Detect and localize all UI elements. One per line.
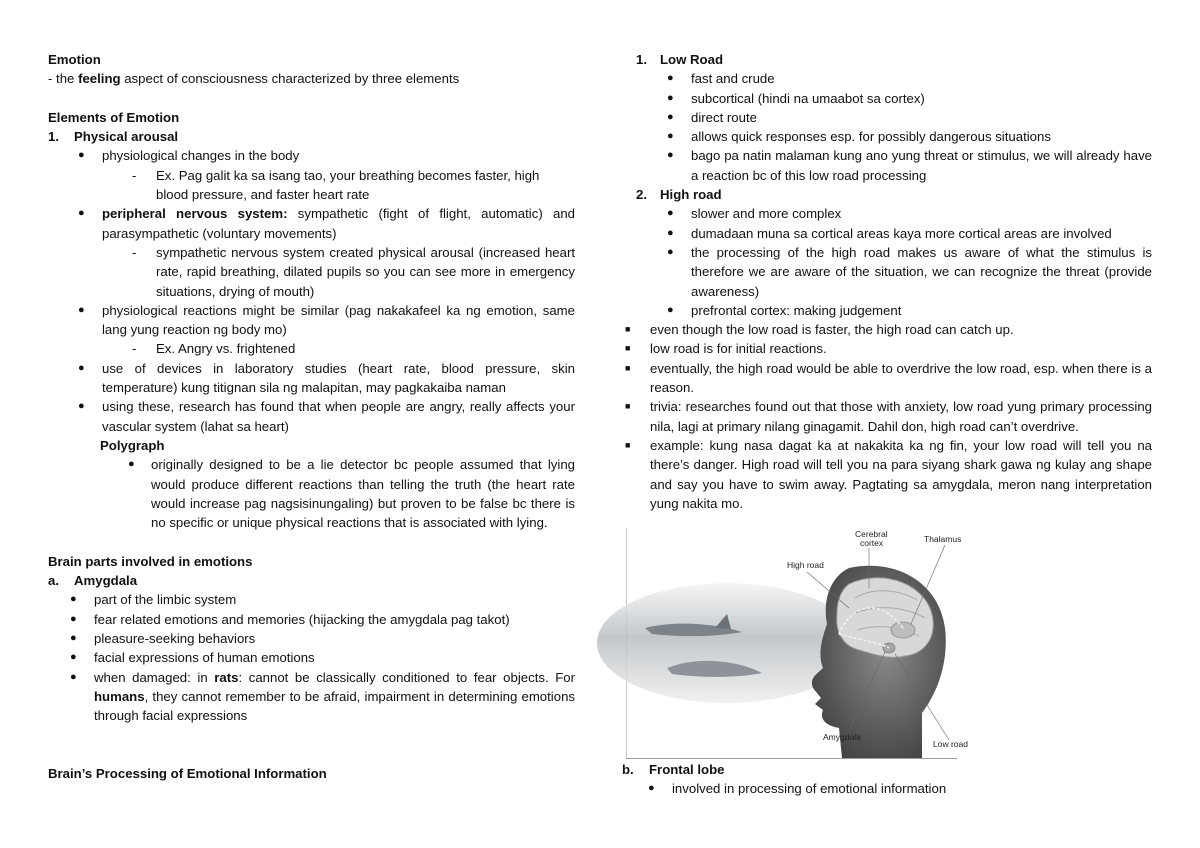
sub-item [48,166,575,205]
list-item [48,610,575,629]
emotion-definition [48,69,575,88]
bullet-icon: ● [667,72,674,85]
def-rest: aspect of consciousness characterized by three elements [120,71,460,87]
item-label: Low Road [660,52,724,67]
amygdala-label: Amygdala [823,732,861,742]
item-label: Frontal lobe [649,762,725,777]
def-bold: feeling [78,71,121,87]
item-letter: a. [48,573,59,589]
bold-term: peripheral nervous system: [102,206,288,222]
bullet-text: even though the low road is faster, the high road can catch up. [650,322,1014,338]
low-road-label: Low road [933,739,968,749]
item-frontal-lobe [622,760,1152,779]
bullet-text: dumadaan muna sa cortical areas kaya more cortical areas are involved [691,225,1112,241]
def-prefix: - the [48,71,79,87]
square-bullet-icon: ■ [625,343,631,354]
bullet-text: subcortical (hindi na umaabot sa cortex) [691,90,925,106]
list-item [622,243,1152,301]
bullet-text: fear related emotions and memories (hijacking the amygdala pag takot) [94,611,510,627]
emotion-title: Emotion [48,52,101,67]
list-item [622,108,1152,127]
thalamus-shape [891,622,915,638]
bullet-text: using these, research has found that when people are angry, really affects your vascular system (lahat sa heart) [102,399,575,434]
bullet-text [94,668,575,726]
list-item [622,146,1152,185]
text-part: , they cannot remember to be afraid, impairment in determining emotions through facial expressions [94,688,575,724]
bullet-text: originally designed to be a lie detector bc people assumed that lying would produce different reactions than telling the truth (the heart rate would increase pag nagsisinungaling) but proven to be false bc there is no specific or unique physical reactions that is associated with lying. [151,457,575,531]
list-item [48,648,575,667]
brain-pathway-figure [626,528,968,759]
right-column [622,50,1152,513]
bold-term: humans [94,688,145,704]
bullet-text: fast and crude [691,71,775,87]
item-physical-arousal [48,127,575,146]
bullet-text: physiological reactions might be similar (pag nakakafeel ka ng emotion, same lang yung reaction ng body mo) [102,302,575,338]
item-label: Physical arousal [74,129,179,145]
bullet-icon: ● [667,130,674,143]
bullet-text [102,204,575,243]
dash-marker: - [132,341,137,357]
list-item [622,127,1152,146]
text-part: when damaged: in [94,669,215,685]
item-number: 1. [48,129,59,145]
brain-illustration [627,528,968,758]
bullet-icon: ● [70,631,77,644]
list-item [48,455,575,532]
square-bullet-icon: ■ [625,362,631,373]
bullet-text: facial expressions of human emotions [94,650,315,666]
list-item [622,89,1152,108]
item-low-road [622,50,1152,69]
bullet-icon: ● [70,593,77,606]
bullet-text: physiological changes in the body [102,148,300,164]
bullet-icon: ● [667,91,674,104]
sub-text: Ex. Pag galit ka sa isang tao, your breathing becomes faster, high blood pressure, and faster heart rate [156,167,540,203]
bullet-text: eventually, the high road would be able to overdrive the low road, esp. when there is a reason. [650,360,1152,396]
bullet-text: use of devices in laboratory studies (heart rate, blood pressure, skin temperature) kung titignan sila ng malapitan, may pagkakaiba naman [102,360,575,396]
bullet-text: part of the limbic system [94,592,237,608]
dash-marker: - [132,167,137,183]
sub-item [48,243,575,301]
list-item [622,301,1152,320]
processing-heading: Brain’s Processing of Emotional Information [48,765,327,781]
list-item [48,146,575,165]
bullet-icon: ● [78,207,85,220]
item-label: Amygdala [74,573,138,589]
sub-item [48,339,575,358]
brain-parts-heading: Brain parts involved in emotions [48,553,253,569]
bullet-text: direct route [691,109,757,125]
bullet-icon: ● [78,149,85,162]
bullet-text: trivia: researches found out that those with anxiety, low road yung primary processing nila, lagi at primary nilang ginagamit. Dahil don, high road can’t overdrive. [650,399,1152,434]
list-item [48,668,575,726]
list-item [48,359,575,398]
list-item [622,204,1152,223]
bullet-icon: ● [667,110,674,123]
list-item [622,779,1152,798]
list-item [622,320,1152,339]
cerebral-label-2: cortex [860,538,884,548]
high-road-label: High road [787,560,824,570]
polygraph-heading: Polygraph [100,437,165,453]
list-item [48,397,575,436]
list-item [622,359,1152,398]
list-item [622,436,1152,513]
bold-term: rats [214,669,239,685]
bullet-icon: ● [648,782,655,795]
bullet-text: slower and more complex [691,206,842,222]
bullet-text: the processing of the high road makes us aware of what the stimulus is therefore we are aware of the situation, we can recognize the threat (provide awareness) [691,244,1152,299]
list-item [48,301,575,340]
bullet-text: low road is for initial reactions. [650,341,827,357]
bullet-icon: ● [667,149,674,162]
thalamus-label: Thalamus [924,534,962,544]
sub-text: sympathetic nervous system created physical arousal (increased heart rate, rapid breathing, dilated pupils so you can see more in emergency situations, drying of mouth) [156,244,575,299]
left-column [48,50,575,783]
bullet-text: involved in processing of emotional information [672,781,947,797]
bullet-icon: ● [78,361,85,374]
list-item [622,397,1152,436]
bullet-icon: ● [70,651,77,664]
bullet-text: bago pa natin malaman kung ano yung threat or stimulus, we will already have a reaction bc of this low road processing [691,148,1152,183]
list-item [48,590,575,609]
bullet-icon: ● [78,400,85,413]
list-item [48,204,575,243]
list-item [622,339,1152,358]
item-number: 2. [636,187,647,203]
list-item [48,629,575,648]
bullet-text: example: kung nasa dagat ka at nakakita ka ng fin, your low road will tell you na there’s danger. High road will tell you na para siyang shark gawa ng kulay ang shape and say you have to swim away. Pagtating sa amygdala, meron nang interpretation yung nakita mo. [650,437,1152,511]
list-item [622,69,1152,88]
text-part: : cannot be classically conditioned to fear objects. For [238,669,575,685]
sub-text: Ex. Angry vs. frightened [156,341,296,357]
bullet-rest: sympathetic (fight of flight, automatic) and parasympathetic (voluntary movements) [102,206,575,241]
bullet-icon: ● [78,303,85,316]
bullet-icon: ● [667,303,674,316]
square-bullet-icon: ■ [625,439,631,450]
item-high-road [622,185,1152,204]
bullet-icon: ● [70,612,77,625]
bullet-text: pleasure-seeking behaviors [94,630,256,646]
item-number: 1. [636,52,647,67]
bullet-icon: ● [667,207,674,220]
bullet-icon: ● [128,458,135,471]
bullet-icon: ● [70,670,77,683]
elements-heading: Elements of Emotion [48,109,180,125]
bullet-text: prefrontal cortex: making judgement [691,302,902,318]
square-bullet-icon: ■ [625,324,631,335]
cerebral-label-1: Cerebral [855,529,888,539]
item-label: High road [660,187,722,203]
list-item [622,224,1152,243]
bullet-text: allows quick responses esp. for possibly dangerous situations [691,129,1051,145]
bullet-icon: ● [667,226,674,239]
item-amygdala [48,571,575,590]
frontal-lobe-section [622,760,1152,799]
item-letter: b. [622,762,634,777]
bullet-icon: ● [667,245,674,258]
dash-marker: - [132,244,137,260]
square-bullet-icon: ■ [625,401,631,412]
